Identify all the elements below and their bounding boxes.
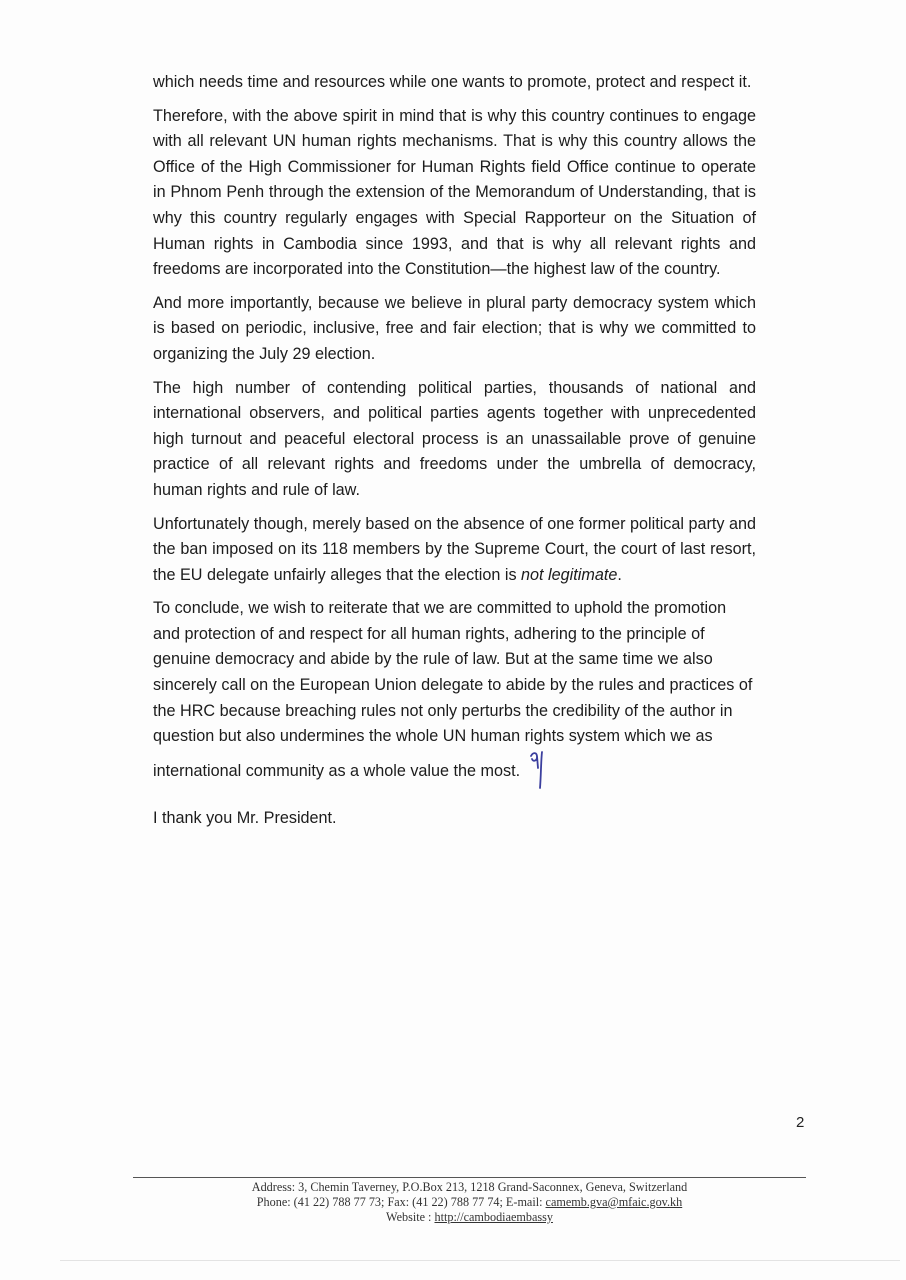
paragraph-conclusion-text: To conclude, we wish to reiterate that we are committed to uphold the promotion and protection of and respect for all human rights, adhering to the principle of genuine democracy and abide by the rule of law. But at the same time we also sincerely call on the European Union delegate to abide by the rules and practices of the HRC because breaching rules not only perturbs the credibility of the author in question but also undermines the whole UN human rights system which we as international community as a whole value the most. xyxy=(153,599,753,780)
paragraph-un-mechanisms: Therefore, with the above spirit in mind that is why this country continues to engage with all relevant UN human rights mechanisms. That is why this country allows the Office of the High Commissioner for Human Rights field Office continue to operate in Phnom Penh through the extension of the Memorandum of Understanding, that is why this country regularly engages with Special Rapporteur on the Situation of Human rights in Cambodia since 1993, and that is why all relevant rights and freedoms are incorporated into the Constitution—the highest law of the country. xyxy=(153,106,756,279)
paragraph-eu-allegation-text: Unfortunately though, merely based on the absence of one former political party and the ban imposed on its 118 members by the Supreme Court, the court of last resort, the EU delegate unfairly alleges that the election is xyxy=(153,514,756,584)
letterhead-footer xyxy=(133,1180,806,1225)
footer-divider xyxy=(133,1177,806,1178)
footer-contact xyxy=(133,1195,806,1210)
scan-edge-line xyxy=(60,1260,900,1261)
paragraph-democracy: And more importantly, because we believe in plural party democracy system which is based on periodic, inclusive, free and fair election; that is why we committed to organizing the July 29 election. xyxy=(153,293,756,363)
letter-body xyxy=(153,70,756,840)
footer-website-link[interactable]: http://cambodiaembassy xyxy=(434,1210,553,1224)
paragraph-eu-allegation-end: . xyxy=(617,565,622,584)
footer-phone-fax: Phone: (41 22) 788 77 73; Fax: (41 22) 788 77 74; E-mail: xyxy=(256,1195,546,1209)
paragraph-eu-allegation xyxy=(153,512,756,589)
paragraph-election-evidence: The high number of contending political parties, thousands of national and international observers, and political parties agents together with unprecedented high turnout and peaceful electoral process is an unassailable prove of genuine practice of all relevant rights and freedoms under the umbrella of democracy, human rights and rule of law. xyxy=(153,378,756,499)
paragraph-closing: I thank you Mr. President. xyxy=(153,809,337,828)
footer-address: Address: 3, Chemin Taverney, P.O.Box 213, 1218 Grand-Saconnex, Geneva, Switzerland xyxy=(251,1180,688,1194)
paragraph-continuation: which needs time and resources while one wants to promote, protect and respect it. xyxy=(153,73,752,91)
emphasis-not-legitimate: not legitimate xyxy=(521,565,618,584)
handwritten-initial-signature xyxy=(528,750,550,799)
paragraph-conclusion xyxy=(153,596,756,798)
footer-email-link[interactable]: camemb.gva@mfaic.gov.kh xyxy=(545,1195,683,1209)
footer-website-label: Website : xyxy=(386,1210,435,1224)
footer-website xyxy=(133,1210,806,1225)
page-number: 2 xyxy=(796,1114,805,1131)
